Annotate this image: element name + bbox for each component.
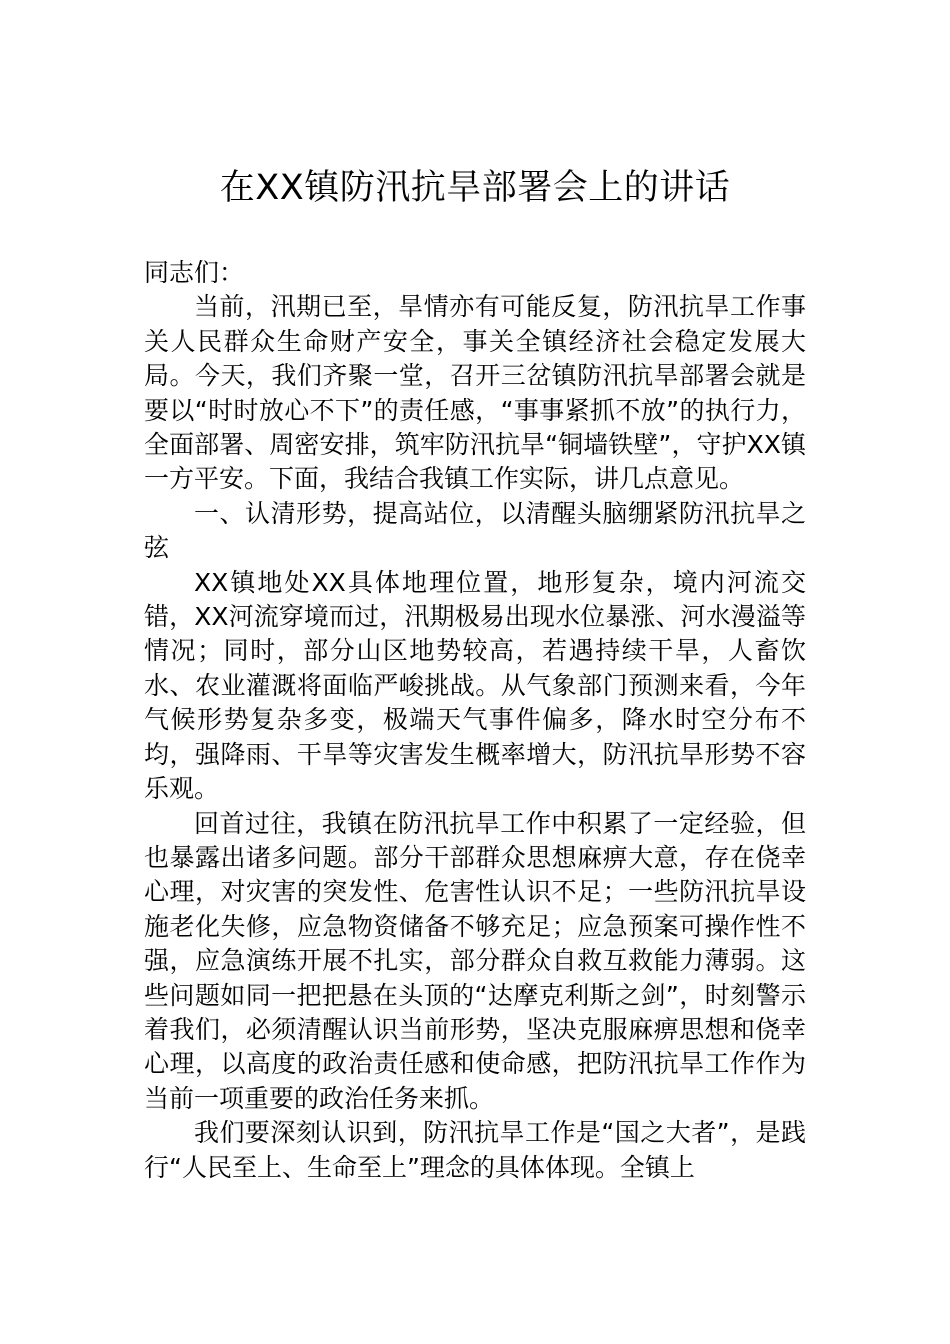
salutation: 同志们：: [144, 258, 245, 287]
paragraph-intro: 当前，汛期已至，旱情亦有可能反复，防汛抗旱工作事关人民群众生命财产安全，事关全镇经济社会稳定发展大局。今天，我们齐聚一堂，召开三岔镇防汛抗旱部署会就是要以“时时放心不下”的责任感，“事事紧抓不放”的执行力，全面部署、周密安排，筑牢防汛抗旱“铜墙铁壁”，守护XX镇一方平安。下面，我结合我镇工作实际，讲几点意见。: [144, 292, 806, 494]
paragraph-situation: XX镇地处XX具体地理位置，地形复杂，境内河流交错，XX河流穿境而过，汛期极易出现水位暴涨、河水漫溢等情况；同时，部分山区地势较高，若遇持续干旱，人畜饮水、农业灌溉将面临严峻挑战。从气象部门预测来看，今年气候形势复杂多变，极端天气事件偏多，降水时空分布不均，强降雨、干旱等灾害发生概率增大，防汛抗旱形势不容乐观。: [144, 567, 806, 804]
document-title: 在XX镇防汛抗旱部署会上的讲话: [219, 168, 731, 208]
paragraph-problems: 回首过往，我镇在防汛抗旱工作中积累了一定经验，但也暴露出诸多问题。部分干部群众思想麻痹大意，存在侥幸心理，对灾害的突发性、危害性认识不足；一些防汛抗旱设施老化失修，应急物资储备不够充足；应急预案可操作性不强，应急演练开展不扎实，部分群众自救互救能力薄弱。这些问题如同一把把悬在头顶的“达摩克利斯之剑”，时刻警示着我们，必须清醒认识当前形势，坚决克服麻痹思想和侥幸心理，以高度的政治责任感和使命感，把防汛抗旱工作作为当前一项重要的政治任务来抓。: [144, 808, 806, 1113]
document-body: [144, 256, 806, 1185]
section-heading-1: 一、认清形势，提高站位，以清醒头脑绷紧防汛抗旱之弦: [144, 498, 806, 563]
paragraph-awareness: 我们要深刻认识到，防汛抗旱工作是“国之大者”，是践行“人民至上、生命至上”理念的具体体现。全镇上: [144, 1118, 806, 1182]
